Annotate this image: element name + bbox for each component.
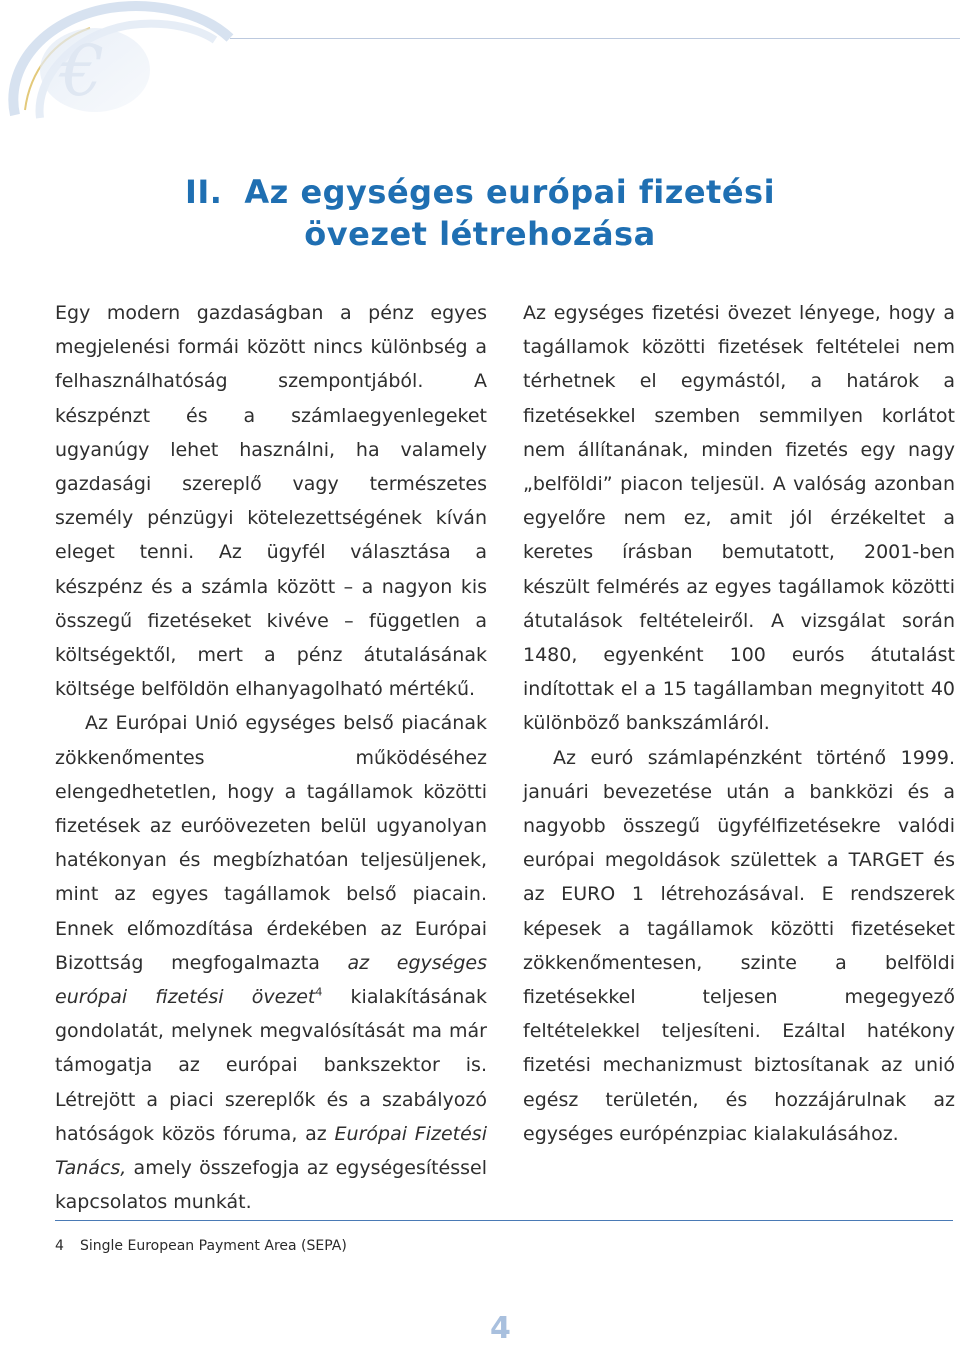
publication-logo [0,0,300,120]
sepa-term: az egységes európai fizetési övezet [55,951,488,1009]
left-paragraph-1: Egy modern gazdaságban a pénz egyes megjelenési formái között nincs különbség a felhasználhatóság szempontjából. A készpénzt és a számlaegyenlegeket ugyanúgy lehet használni, ha valamely gazdasági szereplő vagy természetes személy pénzügyi kötelezettségének kíván eleget tenni. Az ügyfél választása a készpénz és a számla között – a nagyon kis összegű fizetéseket kivéve – független a költségektől, mert a pénz átutalásának költsége belföldön elhanyagolható mértékű. [55,302,487,701]
footnote-number: 4 [55,1238,64,1254]
footnote-text: Single European Payment Area (SEPA) [80,1238,347,1254]
right-paragraph-2: Az euró számlapénzként történő 1999. januári bevezetése után a bankközi és a nagyobb összegű ügyfélfizetésekre valódi európai megoldások születtek a TARGET és az EURO 1 létrehozásával. E rendszerek képesek a tagállamok közötti fizetéseket zökkenőmentesen, szinte a belföldi fizetésekkel teljesen megegyező feltételekkel teljesíteni. Ezáltal hatékony fizetési mechanizmust biztosítanak az unió egész területén, és hozzájárulnak az egységes európénzpiac kialakulásához. [523,746,955,1145]
chapter-title-line-2: övezet létrehozása [304,215,656,254]
top-rule [230,38,960,39]
left-paragraph-2-text-b: kialakításának gondolatát, melynek megvalósítását ma már támogatja az európai bankszektor is. Létrejött a piaci szereplők és a szabályozó hatóságok közös fóruma, az [55,986,487,1145]
chapter-title-line-1 [0,171,960,213]
footnote-reference: 4 [315,985,323,999]
epc-term: Európai Fizetési Tanács, [55,1122,487,1180]
page-number: 4 [490,1311,511,1346]
left-column [55,296,487,1219]
left-paragraph-2-text-c: amely összefogja az egységesítéssel kapcsolatos munkát. [55,1157,487,1214]
left-paragraph-2 [55,706,487,1219]
svg-text:€: € [60,30,105,112]
footnote [55,1236,347,1256]
footnote-rule [55,1220,953,1221]
chapter-title [0,171,960,255]
right-paragraph-1: Az egységes fizetési övezet lényege, hogy a tagállamok közötti fizetések feltételei nem térhetnek el egymástól, a határok a fizetésekkel szemben semmilyen korlátot nem állítanának, minden fizetés egy nagy „belföldi” piacon teljesül. A valóság azonban egyelőre nem ez, amit jól érzékeltet a keretes írásban bemutatott, 2001-ben készült felmérés az egyes tagállamok közötti átutalások feltételeiről. A vizsgálat során 1480, egyenként 100 eurós átutalást indítottak el a 15 tagállamban megnyitott 40 különböző bankszámláról. [523,302,955,735]
chapter-number: II. [184,173,223,212]
left-paragraph-2-text-a: Az Európai Unió egységes belső piacának zökkenőmentes működéséhez elengedhetetlen, hogy a tagállamok közötti fizetések az euróövezeten belül ugyanolyan hatékonyan és megbízhatóan teljesüljenek, mint az egyes tagállamok belső piacain. Ennek előmozdítása érdekében az Európai Bizottság megfogalmazta [55,712,487,974]
right-column [523,296,955,1151]
chapter-title-text: Az egységes európai fizetési [244,173,776,212]
